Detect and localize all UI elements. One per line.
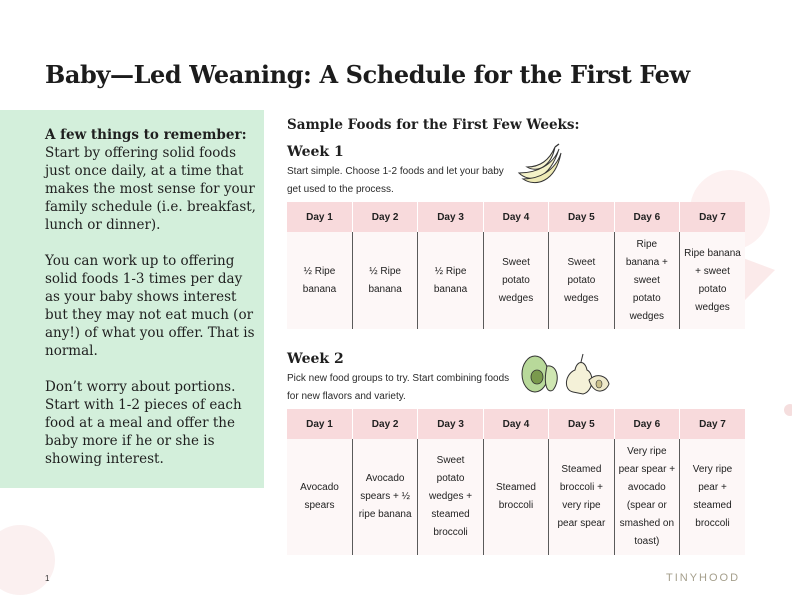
sidebar-paragraph-2: You can work up to offering solid foods 1-3 times per day as your baby shows interest but they may not eat much (or any!) of what you offer. That is normal. bbox=[45, 253, 255, 359]
week-2-day-header: Day 2 bbox=[352, 409, 417, 439]
week-1-day-header: Day 6 bbox=[614, 202, 679, 232]
week-1-food-cell: Sweet potato wedges bbox=[483, 232, 548, 329]
week-2-day-header: Day 5 bbox=[549, 409, 614, 439]
week-2-food-cell: Avocado spears bbox=[287, 439, 352, 555]
week-1-food-cell: Ripe banana + sweet potato wedges bbox=[680, 232, 745, 329]
week-2-day-header: Day 3 bbox=[418, 409, 483, 439]
week-1-description: Start simple. Choose 1-2 foods and let your baby get used to the process. bbox=[287, 166, 504, 195]
week-1-day-header: Day 4 bbox=[483, 202, 548, 232]
page-title: Baby—Led Weaning: A Schedule for the First Few bbox=[45, 60, 690, 89]
week-1-day-header: Day 7 bbox=[680, 202, 745, 232]
week-1-food-cell: Ripe banana + sweet potato wedges bbox=[614, 232, 679, 329]
week-2-day-header: Day 4 bbox=[483, 409, 548, 439]
avocado-pear-icon bbox=[517, 350, 613, 400]
page-number: 1 bbox=[45, 574, 50, 583]
week-2-food-cell: Steamed broccoli bbox=[483, 439, 548, 555]
week-1-day-header: Day 1 bbox=[287, 202, 352, 232]
week-2-food-cell: Very ripe pear spear + avocado (spear or smashed on toast) bbox=[614, 439, 679, 555]
week-1-food-cell: ½ Ripe banana bbox=[287, 232, 352, 329]
week-2-food-cell: Avocado spears + ½ ripe banana bbox=[352, 439, 417, 555]
section-title: Sample Foods for the First Few Weeks: bbox=[287, 117, 580, 133]
week-2-description: Pick new food groups to try. Start combining foods for new flavors and variety. bbox=[287, 373, 510, 402]
week-1-title: Week 1 bbox=[287, 144, 344, 160]
sidebar-paragraph-1: Start by offering solid foods just once daily, at a time that makes the most sense for your family schedule (i.e. breakfast, lunch or dinner). bbox=[45, 145, 256, 233]
week-2-food-cell: Very ripe pear + steamed broccoli bbox=[680, 439, 745, 555]
sidebar-paragraph-3: Don’t worry about portions. Start with 1-2 pieces of each food at a meal and offer the baby more if he or she is showing interest. bbox=[45, 379, 242, 467]
week-1-food-cell: ½ Ripe banana bbox=[418, 232, 483, 329]
week-2-food-cell: Sweet potato wedges + steamed broccoli bbox=[418, 439, 483, 555]
week-2-schedule-table bbox=[287, 409, 745, 555]
week-2-day-header: Day 7 bbox=[680, 409, 745, 439]
brand-logo: TINYHOOD bbox=[666, 572, 741, 584]
sidebar-heading: A few things to remember: bbox=[45, 127, 247, 143]
week-1-day-header: Day 3 bbox=[418, 202, 483, 232]
week-1-food-cell: ½ Ripe banana bbox=[352, 232, 417, 329]
week-2-food-cell: Steamed broccoli + very ripe pear spear bbox=[549, 439, 614, 555]
week-2-title: Week 2 bbox=[287, 351, 344, 367]
banana-icon bbox=[515, 143, 565, 187]
week-2-day-header: Day 1 bbox=[287, 409, 352, 439]
week-2-day-header: Day 6 bbox=[614, 409, 679, 439]
week-1-day-header: Day 2 bbox=[352, 202, 417, 232]
week-1-day-header: Day 5 bbox=[549, 202, 614, 232]
week-1-food-cell: Sweet potato wedges bbox=[549, 232, 614, 329]
week-1-schedule-table bbox=[287, 202, 745, 329]
